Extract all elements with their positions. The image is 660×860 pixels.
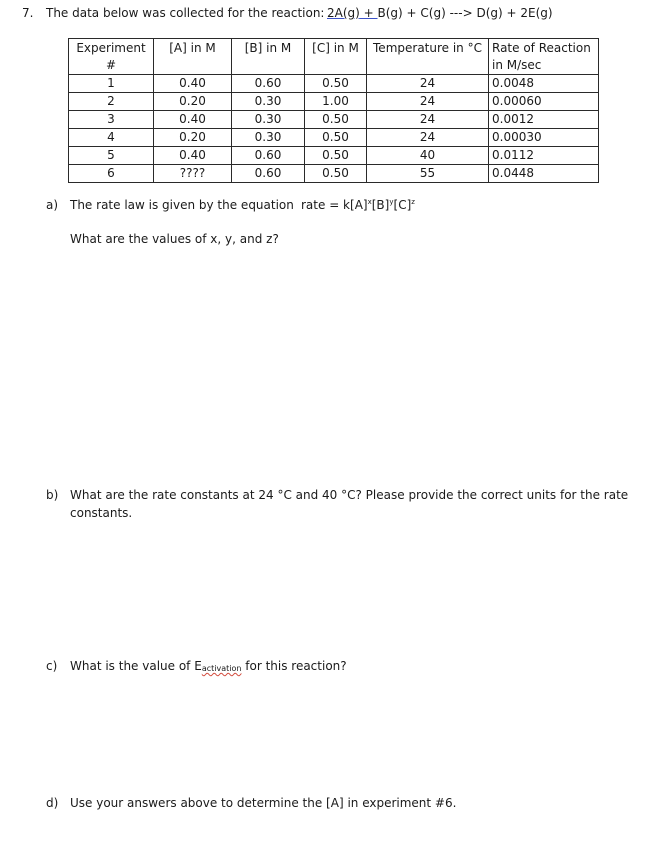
cell-temperature: 55 (367, 165, 489, 183)
header-experiment: Experiment # (69, 39, 154, 75)
rate-law-c-term: [C] (393, 198, 412, 212)
plus-sign: + (502, 6, 521, 20)
cell-b: 0.30 (232, 93, 305, 111)
table-row (69, 129, 599, 147)
header-c-concentration: [C] in M (305, 39, 367, 75)
cell-a: 0.20 (154, 129, 232, 147)
cell-b: 0.60 (232, 147, 305, 165)
cell-experiment: 2 (69, 93, 154, 111)
cell-rate: 0.00060 (489, 93, 599, 111)
cell-b: 0.60 (232, 165, 305, 183)
cell-b: 0.60 (232, 75, 305, 93)
table-row (69, 111, 599, 129)
part-c-text (70, 659, 347, 673)
exponent-y: y (389, 198, 394, 206)
cell-a: 0.20 (154, 93, 232, 111)
cell-experiment: 3 (69, 111, 154, 129)
part-c-label: c) (46, 659, 58, 673)
cell-temperature: 24 (367, 111, 489, 129)
table-header-row (69, 39, 599, 75)
part-d-label: d) (46, 796, 59, 810)
cell-c: 0.50 (305, 147, 367, 165)
exponent-x: x (367, 198, 372, 206)
cell-a-unknown: ???? (154, 165, 232, 183)
table-row (69, 147, 599, 165)
cell-c: 0.50 (305, 75, 367, 93)
reaction-arrow: ---> (445, 6, 477, 20)
part-c-suffix: for this reaction? (241, 659, 347, 673)
cell-rate: 0.0048 (489, 75, 599, 93)
cell-b: 0.30 (232, 129, 305, 147)
cell-rate: 0.00030 (489, 129, 599, 147)
header-rate: Rate of Reaction in M/sec (489, 39, 599, 75)
cell-a: 0.40 (154, 75, 232, 93)
table-row (69, 93, 599, 111)
table-row (69, 165, 599, 183)
part-d-text: Use your answers above to determine the [A] in experiment #6. (70, 796, 457, 810)
cell-experiment: 4 (69, 129, 154, 147)
rate-law-equation (301, 198, 415, 212)
part-a-text: The rate law is given by the equation (70, 198, 294, 212)
cell-temperature: 40 (367, 147, 489, 165)
question-intro: The data below was collected for the reaction: (46, 6, 325, 20)
table-row (69, 75, 599, 93)
cell-experiment: 5 (69, 147, 154, 165)
part-b-text-line1: What are the rate constants at 24 °C and 40 °C? Please provide the correct units for the rate (70, 488, 629, 502)
part-b-text-line2: constants. (70, 506, 133, 520)
exponent-z: z (411, 198, 415, 206)
cell-rate: 0.0012 (489, 111, 599, 129)
cell-b: 0.30 (232, 111, 305, 129)
part-b-label: b) (46, 488, 59, 502)
cell-rate: 0.0448 (489, 165, 599, 183)
product-d: D(g) (476, 6, 503, 20)
cell-c: 0.50 (305, 165, 367, 183)
cell-c: 0.50 (305, 111, 367, 129)
kinetics-data-table (68, 38, 599, 183)
reactant-a: 2A(g) (327, 6, 360, 20)
question-number: 7. (22, 6, 34, 20)
cell-temperature: 24 (367, 93, 489, 111)
cell-temperature: 24 (367, 129, 489, 147)
activation-subscript: activation (201, 664, 242, 673)
reaction-equation (327, 6, 553, 20)
cell-experiment: 1 (69, 75, 154, 93)
rate-law-prefix: rate = k[A] (301, 198, 368, 212)
cell-rate: 0.0112 (489, 147, 599, 165)
part-c-prefix: What is the value of E (70, 659, 202, 673)
cell-a: 0.40 (154, 147, 232, 165)
header-b-concentration: [B] in M (232, 39, 305, 75)
header-a-concentration: [A] in M (154, 39, 232, 75)
plus-sign: + (402, 6, 421, 20)
plus-sign: + (359, 6, 378, 20)
reactant-b: B(g) (377, 6, 403, 20)
cell-c: 0.50 (305, 129, 367, 147)
header-temperature: Temperature in °C (367, 39, 489, 75)
part-a-followup: What are the values of x, y, and z? (70, 232, 279, 246)
cell-c: 1.00 (305, 93, 367, 111)
part-a-label: a) (46, 198, 59, 212)
rate-law-b-term: [B] (371, 198, 390, 212)
reactant-c: C(g) (420, 6, 446, 20)
cell-experiment: 6 (69, 165, 154, 183)
cell-a: 0.40 (154, 111, 232, 129)
cell-temperature: 24 (367, 75, 489, 93)
product-e: 2E(g) (520, 6, 553, 20)
